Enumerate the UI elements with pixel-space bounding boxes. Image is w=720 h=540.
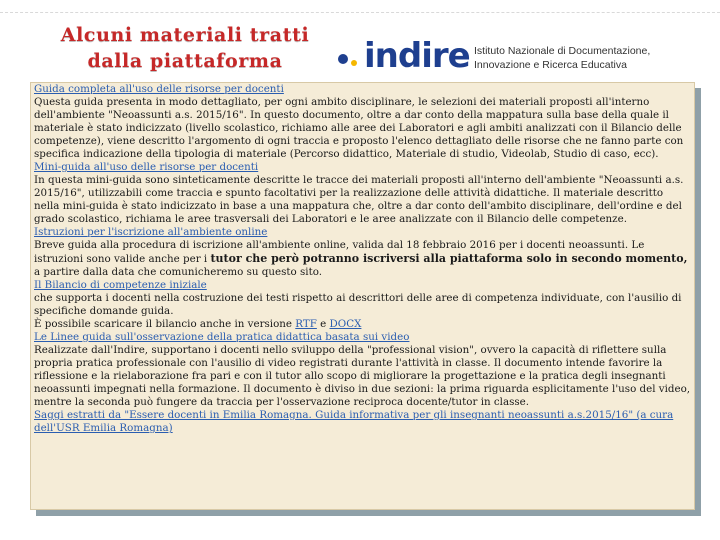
- text-mini-guida: In questa mini-guida sono sinteticamente descritte le tracce dei materiali proposti all'interno dell'ambiente "Neoassunti a.s. 2015/16", utilizzabili come traccia e spunto facoltativi per la realizzazione delle attività didattiche. Il materiale descritto nella mini-guida è stato indicizzato in base a una mappatura che, oltre a dar conto dell'ambito disciplinare, dell'ordine e del grado scolastico, richiama le aree trasversali dei Laboratori e le aree analizzate con il Bilancio delle competenze.: [34, 174, 684, 225]
- link-mini-guida[interactable]: Mini-guida all'uso delle risorse per docenti: [34, 161, 259, 173]
- text-linee-guida-video: Realizzate dall'Indire, supportano i docenti nello sviluppo della "professional vision", ovvero la capacità di riflettere sulla propria pratica professionale con l'ausilio di video registrati durante l'attività in classe. Il documento intende favorire la riflessione e la rielaborazione fra pari e con il tutor allo scopo di migliorare la progettazione e la pratica degli insegnanti neoassunti impegnati nella formazione. Il documento è diviso in due sezioni: la prima riguarda esplicitamente l'uso del video, mentre la seconda può fungere da traccia per l'osservazione reciproca docente/tutor in classe.: [34, 344, 691, 408]
- download-text-before: È possibile scaricare il bilancio anche in versione: [34, 318, 296, 330]
- text-bilancio-download: [34, 318, 691, 331]
- istruzioni-text-after: a partire dalla data che comunicheremo su questo sito.: [34, 266, 322, 278]
- text-bilancio-competenze: che supporta i docenti nella costruzione dei testi rispetto ai descrittori delle aree di competenza individuate, con l'ausilio di specifiche domande guida.: [34, 292, 682, 317]
- logo-subtitle: [474, 44, 674, 72]
- logo-dots-icon: [338, 48, 358, 70]
- link-saggi-emilia-romagna[interactable]: Saggi estratti da "Essere docenti in Emilia Romagna. Guida informativa per gli insegnanti neoassunti a.s.2015/16" (a cura dell'USR Emilia Romagna): [34, 409, 674, 434]
- istruzioni-text-before: Breve guida alla procedura di iscrizione all'ambiente online, valida dal 18 febbraio 2016 per i docenti neoassunti. Le istruzioni sono valide anche per i: [34, 239, 645, 265]
- link-docx[interactable]: DOCX: [329, 318, 362, 330]
- link-istruzioni-iscrizione[interactable]: Istruzioni per l'iscrizione all'ambiente online: [34, 226, 268, 238]
- slide-title: Alcuni materiali tratti dalla piattaforma: [60, 24, 310, 72]
- link-linee-guida-video[interactable]: Le Linee guida sull'osservazione della pratica didattica basata sui video: [34, 331, 410, 343]
- logo-wordmark: indire: [364, 36, 470, 76]
- slide-top-border: [0, 0, 720, 13]
- text-guida-completa: Questa guida presenta in modo dettagliato, per ogni ambito disciplinare, le selezioni dei materiali proposti all'interno dell'ambiente "Neoassunti a.s. 2015/16". In questo documento, oltre a dar conto della mappatura sulla base della quale il materiale è stato indicizzato (livello scolastico, richiamo alle aree dei Laboratori e agli ambiti analizzati con il Bilancio delle competenze), viene descritto l'argomento di ogni traccia e proposto l'elenco dettagliato delle risorse che ne fanno parte con specifica indicazione della tipologia di materiale (Percorso didattico, Materiale di studio, Videolab, Studio di caso, ecc).: [34, 96, 684, 160]
- link-bilancio-competenze[interactable]: Il Bilancio di competenze iniziale: [34, 279, 207, 291]
- content-box: [30, 82, 695, 510]
- logo-subtitle-line1: Istituto Nazionale di Documentazione,: [474, 45, 651, 57]
- link-guida-completa[interactable]: Guida completa all'uso delle risorse per docenti: [34, 83, 284, 95]
- download-text-mid: e: [316, 318, 330, 330]
- text-istruzioni-iscrizione: [34, 239, 691, 279]
- indire-logo: [338, 38, 668, 78]
- istruzioni-text-bold: tutor che però potranno iscriversi alla piattaforma solo in secondo momento,: [210, 252, 688, 265]
- link-rtf[interactable]: RTF: [295, 318, 317, 330]
- logo-subtitle-line2: Innovazione e Ricerca Educativa: [474, 59, 627, 71]
